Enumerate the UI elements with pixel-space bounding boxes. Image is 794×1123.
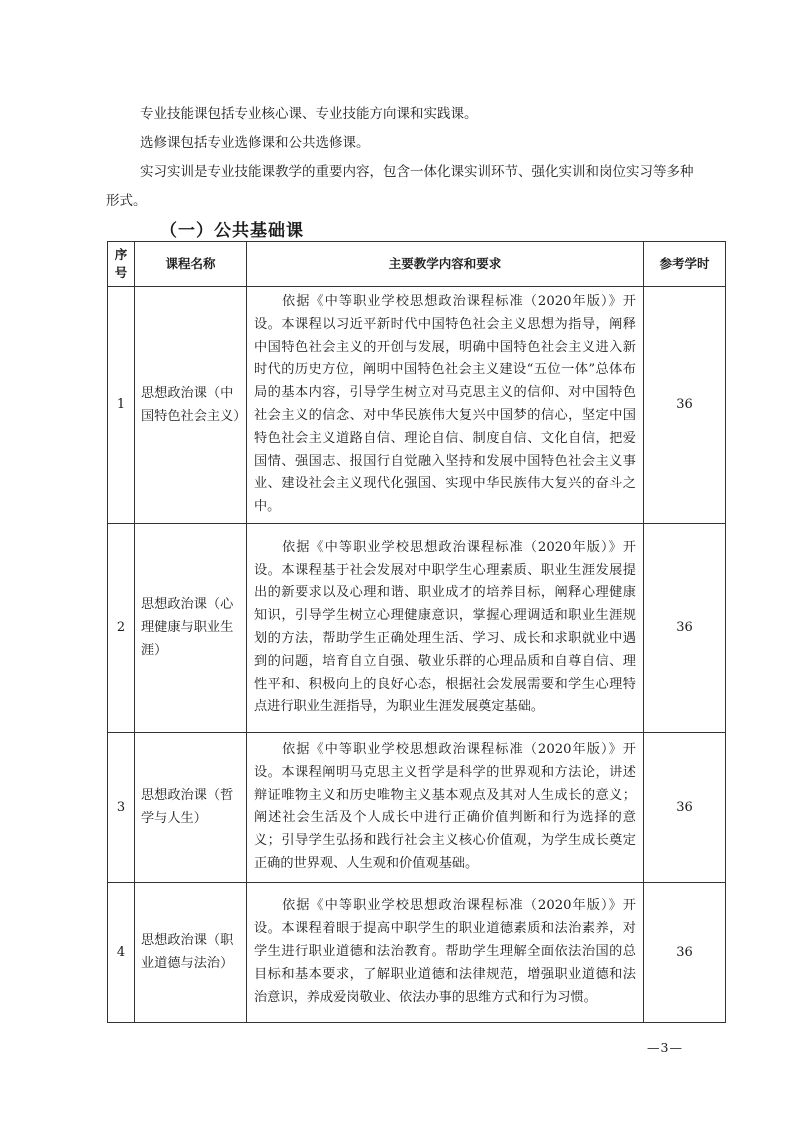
row-content: 依据《中等职业学校思想政治课程标准（2020年版）》开设。本课程以习近平新时代中国特色社会主义思想为指导，阐释中国特色社会主义的开创与发展，明确中国特色社会主义进入新时代的历史方位，阐明中国特色社会主义建设“五位一体”总体布局的基本内容，引导学生树立对马克思主义的信仰、对中国特色社会主义的信念、对中华民族伟大复兴中国梦的信心，坚定中国特色社会主义道路自信、理论自信、制度自信、文化自信，把爱国情、强国志、报国行自觉融入坚持和发展中国特色社会主义事业、建设社会主义现代化强国、实现中华民族伟大复兴的奋斗之中。	[247, 287, 644, 524]
table-row	[108, 287, 726, 524]
course-table	[107, 241, 726, 1023]
paragraph-elective-courses: 选修课包括专业选修课和公共选修课。	[140, 135, 370, 151]
paragraph-internship: 实习实训是专业技能课教学的重要内容，包含一体化课实训环节、强化实训和岗位实习等多种形式。	[106, 164, 694, 209]
header-content: 主要教学内容和要求	[247, 242, 644, 287]
row-no: 3	[108, 732, 135, 882]
header-hours: 参考学时	[644, 242, 726, 287]
table-row	[108, 882, 726, 1022]
row-hours: 36	[644, 882, 726, 1022]
row-no: 2	[108, 523, 135, 732]
row-course-name: 思想政治课（职业道德与法治）	[135, 882, 247, 1022]
row-course-name: 思想政治课（心理健康与职业生涯）	[135, 523, 247, 732]
row-no: 1	[108, 287, 135, 524]
row-no: 4	[108, 882, 135, 1022]
header-course-name: 课程名称	[135, 242, 247, 287]
row-content: 依据《中等职业学校思想政治课程标准（2020年版）》开设。本课程阐明马克思主义哲学是科学的世界观和方法论，讲述辩证唯物主义和历史唯物主义基本观点及其对人生成长的意义；阐述社会生活及个人成长中进行正确价值判断和行为选择的意义；引导学生弘扬和践行社会主义核心价值观，为学生成长奠定正确的世界观、人生观和价值观基础。	[247, 732, 644, 882]
row-course-name: 思想政治课（中国特色社会主义）	[135, 287, 247, 524]
row-hours: 36	[644, 732, 726, 882]
table-row	[108, 523, 726, 732]
page-number: —3—	[647, 1040, 683, 1055]
table-header-row	[108, 242, 726, 287]
table-row	[108, 732, 726, 882]
row-hours: 36	[644, 523, 726, 732]
paragraph-skills-courses: 专业技能课包括专业核心课、专业技能方向课和实践课。	[140, 106, 478, 122]
section-title: （一）公共基础课	[160, 221, 304, 241]
header-no: 序号	[108, 242, 135, 287]
row-content: 依据《中等职业学校思想政治课程标准（2020年版）》开设。本课程着眼于提高中职学生的职业道德素质和法治素养，对学生进行职业道德和法治教育。帮助学生理解全面依法治国的总目标和基本要求，了解职业道德和法律规范，增强职业道德和法治意识，养成爱岗敬业、依法办事的思维方式和行为习惯。	[247, 882, 644, 1022]
row-hours: 36	[644, 287, 726, 524]
row-course-name: 思想政治课（哲学与人生）	[135, 732, 247, 882]
row-content: 依据《中等职业学校思想政治课程标准（2020年版）》开设。本课程基于社会发展对中职学生心理素质、职业生涯发展提出的新要求以及心理和谐、职业成才的培养目标，阐释心理健康知识，引导学生树立心理健康意识，掌握心理调适和职业生涯规划的方法，帮助学生正确处理生活、学习、成长和求职就业中遇到的问题，培育自立自强、敬业乐群的心理品质和自尊自信、理性平和、积极向上的良好心态，根据社会发展需要和学生心理特点进行职业生涯指导，为职业生涯发展奠定基础。	[247, 523, 644, 732]
